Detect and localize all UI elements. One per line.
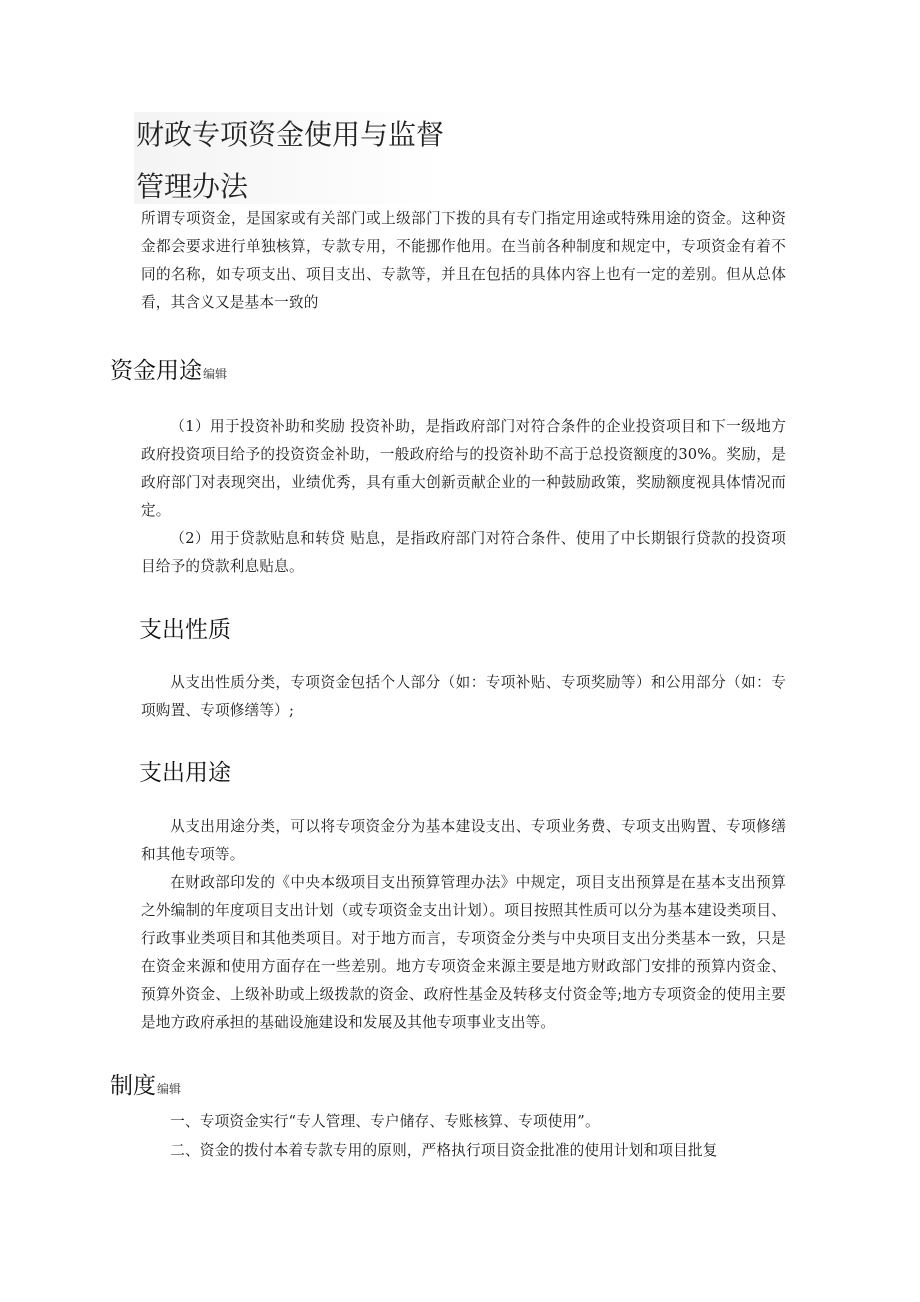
heading-purpose: 支出用途 xyxy=(139,760,231,786)
heading-usage xyxy=(110,356,227,389)
usage-paragraph-1: （1）用于投资补助和奖励 投资补助，是指政府部门对符合条件的企业投资项目和下一级地方政府投资项目给予的投资资金补助，一般政府给与的投资补助不高于总投资额度的30%。奖励，是政府部门对表现突出，业绩优秀，具有重大创新贡献企业的一种鼓励政策，奖励额度视具体情况而定。 xyxy=(141,418,786,519)
nature-paragraph: 从支出性质分类，专项资金包括个人部分（如：专项补贴、专项奖励等）和公用部分（如：专项购置、专项修缮等）; xyxy=(141,674,786,719)
intro-paragraph: 所谓专项资金，是国家或有关部门或上级部门下拨的具有专门指定用途或特殊用途的资金。这种资金都会要求进行单独核算，专款专用，不能挪作他用。在当前各种制度和规定中，专项资金有着不同的名称，如专项支出、项目支出、专款等，并且在包括的具体内容上也有一定的差别。但从总体看，其含义又是基本一致的 xyxy=(141,210,786,311)
heading-system xyxy=(110,1071,181,1104)
heading-usage-text: 资金用途 xyxy=(110,358,202,384)
system-paragraph-1: 一、专项资金实行“专人管理、专户储存、专账核算、专项使用”。 xyxy=(170,1113,600,1130)
edit-link-system[interactable]: 编辑 xyxy=(157,1082,182,1096)
system-paragraph-2: 二、资金的拨付本着专款专用的原则，严格执行项目资金批准的使用计划和项目批复 xyxy=(170,1142,718,1159)
heading-nature: 支出性质 xyxy=(139,617,231,643)
purpose-paragraph-1: 从支出用途分类，可以将专项资金分为基本建设支出、专项业务费、专项支出购置、专项修缮和其他专项等。 xyxy=(141,818,786,863)
purpose-paragraph-2: 在财政部印发的《中央本级项目支出预算管理办法》中规定，项目支出预算是在基本支出预算之外编制的年度项目支出计划（或专项资金支出计划）。项目按照其性质可以分为基本建设类项目、行政事业类项目和其他类项目。对于地方而言，专项资金分类与中央项目支出分类基本一致，只是在资金来源和使用方面存在一些差别。地方专项资金来源主要是地方财政部门安排的预算内资金、预算外资金、上级补助或上级拨款的资金、政府性基金及转移支付资金等;地方专项资金的使用主要是地方政府承担的基础设施建设和发展及其他专项事业支出等。 xyxy=(141,874,786,1031)
doc-title-line2: 管理办法 xyxy=(136,170,249,203)
usage-paragraph-2: （2）用于贷款贴息和转贷 贴息，是指政府部门对符合条件、使用了中长期银行贷款的投资项目给予的贷款利息贴息。 xyxy=(141,530,786,575)
heading-system-text: 制度 xyxy=(110,1073,156,1099)
doc-title-line1: 财政专项资金使用与监督 xyxy=(136,118,445,151)
edit-link-usage[interactable]: 编辑 xyxy=(203,367,228,381)
